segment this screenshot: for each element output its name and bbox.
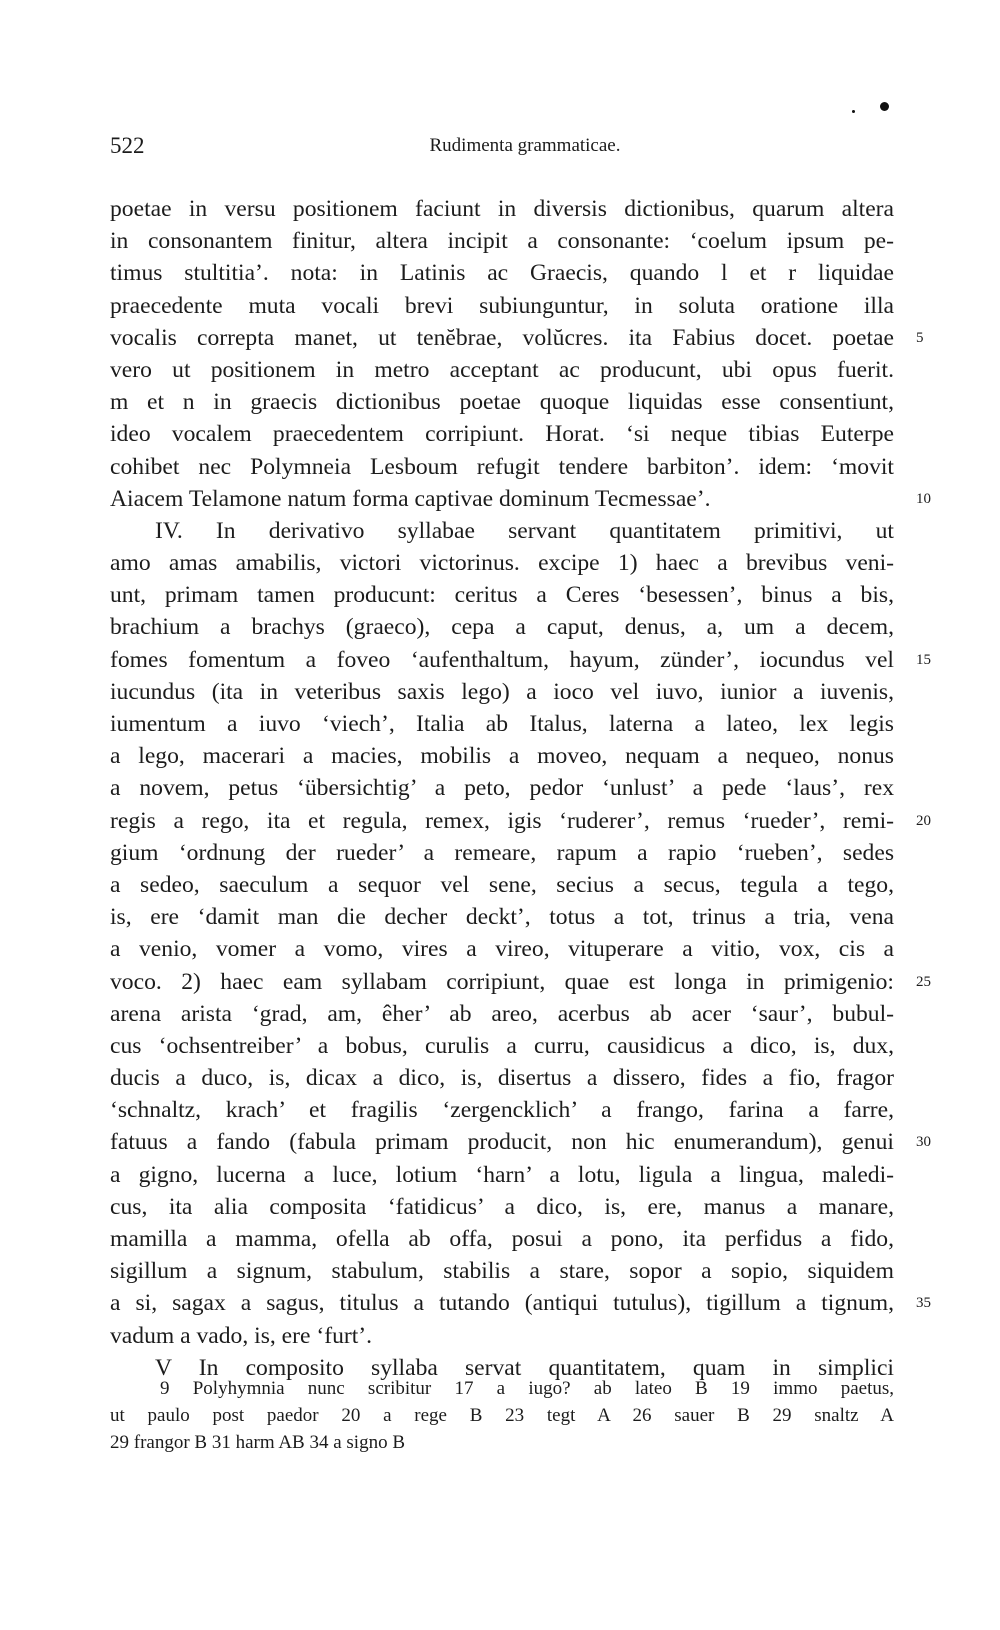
text-line: ‘schnaltz, krach’ et fragilis ‘zergencklich’ a frango, farina a farre, — [110, 1097, 894, 1124]
text-line: arena arista ‘grad, am, êher’ ab areo, acerbus ab acer ‘saur’, bubul- — [110, 1000, 894, 1027]
line-number: 30 — [916, 1134, 931, 1151]
footnote-line: 9 Polyhymnia nunc scribitur 17 a iugo? ab lateo B 19 immo paetus, — [160, 1378, 894, 1399]
text-line: ideo vocalem praecedentem corripiunt. Horat. ‘si neque tibias Euterpe — [110, 421, 894, 448]
text-line: cus ‘ochsentreiber’ a bobus, curulis a curru, causidicus a dico, is, dux, — [110, 1032, 894, 1059]
text-line: cohibet nec Polymneia Lesboum refugit tendere barbiton’. idem: ‘movit — [110, 453, 894, 480]
text-line: fomes fomentum a foveo ‘aufenthaltum, hayum, zünder’, iocundus vel 15 — [110, 644, 894, 676]
footnotes — [110, 1375, 894, 1456]
text-line: is, ere ‘damit man die decher deckt’, totus a tot, trinus a tria, vena — [110, 904, 894, 931]
text-line: ducis a duco, is, dicax a dico, is, disertus a dissero, fides a fio, fragor — [110, 1065, 894, 1092]
text-line: vocalis correpta manet, ut tenĕbrae, volŭcres. ita Fabius docet. poetae 5 — [110, 322, 894, 354]
page-number: 522 — [110, 133, 145, 158]
line-number: 15 — [916, 651, 931, 668]
text-line: a si, sagax a sagus, titulus a tutando (antiqui tutulus), tigillum a tignum, 35 — [110, 1287, 894, 1319]
text-line: m et n in graecis dictionibus poetae quoque liquidas esse consentiunt, — [110, 389, 894, 416]
ink-speck — [852, 110, 855, 113]
text-line: praecedente muta vocali brevi subiunguntur, in soluta oratione illa — [110, 292, 894, 319]
text-line: unt, primam tamen producunt: ceritus a Ceres ‘besessen’, binus a bis, — [110, 582, 894, 609]
main-text — [110, 193, 931, 1384]
footnote-line: ut paulo post paedor 20 a rege B 23 tegt A 26 sauer B 29 snaltz A — [110, 1405, 894, 1426]
text-line: brachium a brachys (graeco), cepa a caput, denus, a, um a decem, — [110, 614, 894, 641]
text-line: mamilla a mamma, ofella ab offa, posui a pono, ita perfidus a fido, — [110, 1226, 894, 1252]
running-title: Rudimenta grammaticae. — [429, 135, 621, 156]
text-line: a novem, petus ‘übersichtig’ a peto, pedor ‘unlust’ a pede ‘laus’, rex — [110, 775, 894, 802]
text-line: poetae in versu positionem faciunt in diversis dictionibus, quarum altera — [110, 196, 894, 222]
text-line: a sedeo, saeculum a sequor vel sene, secius a secus, tegula a tego, — [110, 871, 894, 898]
line-number: 20 — [916, 812, 931, 829]
line-number: 25 — [916, 973, 931, 990]
text-line: cus, ita alia composita ‘fatidicus’ a dico, is, ere, manus a manare, — [110, 1193, 894, 1220]
text-line: a gigno, lucerna a luce, lotium ‘harn’ a lotu, ligula a lingua, maledi- — [110, 1161, 894, 1188]
text-line: gium ‘ordnung der rueder’ a remeare, rapum a rapio ‘rueben’, sedes — [110, 839, 894, 866]
text-line: a lego, macerari a macies, mobilis a moveo, nequam a nequeo, nonus — [110, 743, 894, 770]
text-line: vero ut positionem in metro acceptant ac producunt, ubi opus fuerit. — [110, 356, 894, 383]
footnote-line: 29 frangor B 31 harm AB 34 a signo B — [110, 1432, 406, 1453]
text-line: Aiacem Telamone natum forma captivae dominum Tecmessae’. 10 — [110, 483, 894, 515]
text-line: amo amas amabilis, victori victorinus. excipe 1) haec a brevibus veni- — [110, 550, 894, 577]
text-line: sigillum a signum, stabulum, stabilis a stare, sopor a sopio, siquidem — [110, 1258, 894, 1285]
text-line: iumentum a iuvo ‘viech’, Italia ab Italus, laterna a lateo, lex legis — [110, 711, 894, 737]
text-line: in consonantem finitur, altera incipit a consonante: ‘coelum ipsum pe- — [110, 228, 894, 255]
text-line: fatuus a fando (fabula primam producit, non hic enumerandum), genui 30 — [110, 1126, 894, 1158]
ink-speck — [880, 102, 889, 111]
text-line: timus stultitia’. nota: in Latinis ac Graecis, quando l et r liquidae — [110, 260, 894, 287]
text-line: voco. 2) haec eam syllabam corripiunt, quae est longa in primigenio: 25 — [110, 966, 894, 998]
text-line: iucundus (ita in veteribus saxis lego) a ioco vel iuvo, iunior a iuvenis, — [110, 678, 894, 705]
line-number: 5 — [916, 329, 924, 346]
page-header — [110, 133, 940, 163]
line-number: 35 — [916, 1295, 931, 1312]
section-heading-line: IV. In derivativo syllabae servant quantitatem primitivi, ut — [155, 517, 894, 544]
line-number: 10 — [916, 490, 931, 507]
text-line: a venio, vomer a vomo, vires a vireo, vituperare a vitio, vox, cis a — [110, 936, 894, 963]
section-heading-line: V In composito syllaba servat quantitatem, quam in simplici — [155, 1354, 894, 1381]
text-line: regis a rego, ita et regula, remex, igis ‘ruderer’, remus ‘rueder’, remi- 20 — [110, 805, 894, 837]
text-line: vadum a vado, is, ere ‘furt’. — [110, 1322, 373, 1349]
